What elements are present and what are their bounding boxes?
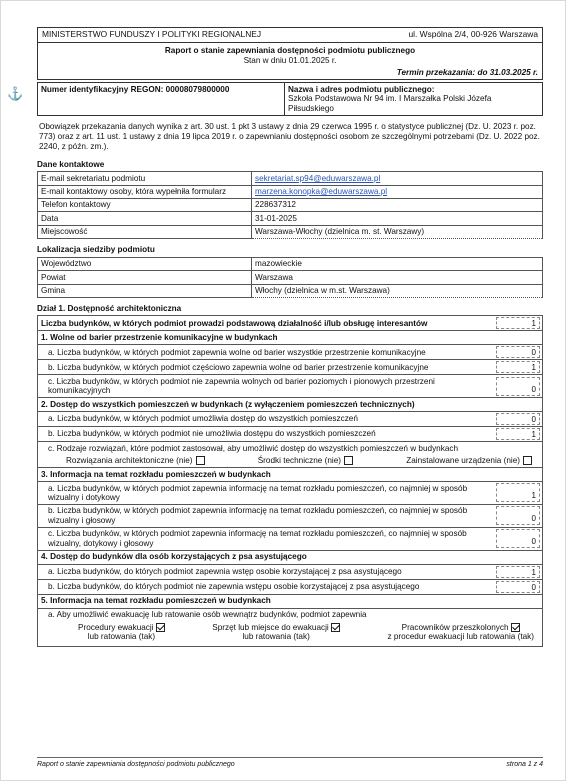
answer-field[interactable]: 1 (496, 317, 540, 329)
checkbox-option[interactable] (258, 456, 353, 465)
location-label: Gmina (38, 284, 252, 297)
question-group-title (37, 551, 543, 565)
report-header (37, 27, 543, 80)
question-text: c. Liczba budynków, w których podmiot nie zapewnia wolnych od barier poziomych i pionowych przestrzeni komunikacyjnych (48, 376, 435, 396)
email-link[interactable]: sekretariat.sp94@eduwarszawa.pl (255, 173, 381, 183)
question-main (37, 315, 543, 331)
question-text: Liczba budynków, w których podmiot prowadzi podstawową działalność i/lub obsługę interesantów (41, 318, 428, 328)
option-line1: Pracowników przeszkolonych (401, 623, 509, 632)
state-date: Stan w dniu 01.01.2025 r. (243, 56, 337, 66)
option-line2: lub ratowania (tak) (87, 632, 156, 642)
checkbox-checked-icon[interactable] (331, 623, 340, 632)
contact-label: Telefon kontaktowy (38, 198, 252, 211)
group-title: 4. Dostęp do budynków dla osób korzystających z psa asystującego (41, 552, 307, 562)
checkbox-checked-icon[interactable] (511, 623, 520, 632)
question-text: b. Liczba budynków, w których podmiot nie umożliwia dostępu do wszystkich pomieszczeń (48, 429, 376, 439)
entity-name-label: Nazwa i adres podmiotu publicznego: (288, 84, 435, 94)
contact-value: Warszawa-Włochy (dzielnica m. st. Warszawy) (252, 225, 543, 238)
question-text: b. Liczba budynków, w których podmiot częściowo zapewnia wolne od barier przestrzenie komunikacyjne (48, 362, 429, 372)
checkbox-unchecked-icon[interactable] (523, 456, 532, 465)
group-title: 3. Informacja na temat rozkładu pomieszczeń w budynkach (41, 469, 271, 479)
checkbox-label: Rozwiązania architektoniczne (nie) (66, 455, 193, 465)
table-row (38, 172, 543, 185)
checkbox-option[interactable] (212, 623, 340, 642)
checkbox-option[interactable] (66, 456, 205, 465)
table-row (38, 257, 543, 270)
checkbox-option[interactable] (387, 623, 534, 642)
question-text: a. Liczba budynków, do których podmiot zapewnia wstęp osobie korzystającej z psa asystującego (48, 566, 402, 576)
location-value: mazowieckie (252, 257, 543, 270)
question-row (37, 427, 543, 442)
question-row (37, 375, 543, 398)
email-link[interactable]: marzena.konopka@eduwarszawa.pl (255, 187, 388, 197)
question-group-title (37, 398, 543, 412)
question-text: c. Liczba budynków, w których podmiot zapewnia informację na temat rozkładu pomieszczeń, co najmniej w sposób wizualny, dotykowy i głosowy (48, 529, 467, 548)
footer-title: Raport o stanie zapewniania dostępności podmiotu publicznego (37, 761, 235, 768)
table-row (38, 271, 543, 284)
checkbox-unchecked-icon[interactable] (344, 456, 353, 465)
question-row (37, 505, 543, 528)
legal-basis-text: Obowiązek przekazania danych wynika z art. 30 ust. 1 pkt 3 ustawy z dnia 29 czerwca 1995 r. o statystyce publicznej (Dz. U. 2023 r. poz. 773) oraz z art. 11 ust. 1 ustawy z dnia 19 lipca 2019 r. o zapewnianiu dostępności osobom ze szczególnymi potrzebami (Dz. U. 2022 poz. 2240, z późn. zm.). (39, 122, 540, 151)
question-row (37, 565, 543, 580)
table-row (38, 225, 543, 238)
page-footer (37, 757, 543, 769)
anchor-icon: ⚓ (7, 86, 24, 101)
answer-field[interactable]: 0 (496, 346, 540, 358)
checkbox-label: Środki techniczne (nie) (257, 455, 341, 465)
option-line1: Procedury ewakuacji (78, 623, 154, 632)
question-row (37, 360, 543, 375)
contact-table (37, 171, 543, 239)
question-group-title (37, 331, 543, 345)
contact-label: Miejscowość (38, 225, 252, 238)
answer-field[interactable]: 0 (496, 413, 540, 425)
checkbox-option[interactable] (78, 623, 165, 642)
table-row (38, 284, 543, 297)
deadline: Termin przekazania: do 31.03.2025 r. (396, 67, 538, 77)
checkbox-row (38, 455, 542, 467)
question-group-title (37, 595, 543, 609)
answer-field[interactable]: 1 (496, 361, 540, 373)
regon-label: Numer identyfikacyjny REGON: 00008079800000 (38, 83, 285, 115)
question-row (37, 482, 543, 505)
contact-value (252, 185, 543, 198)
report-title: Raport o stanie zapewniania dostępności podmiotu publicznego (164, 45, 416, 55)
entity-name-value: Szkoła Podstawowa Nr 94 im. I Marszałka Polski Józefa Piłsudskiego (288, 94, 492, 113)
question-row (37, 609, 543, 647)
question-text: a. Liczba budynków, w których podmiot zapewnia wolne od barier wszystkie przestrzenie komunikacyjne (48, 347, 426, 357)
contact-section-title: Dane kontaktowe (37, 159, 105, 169)
contact-value (252, 172, 543, 185)
question-text: a. Liczba budynków, w których podmiot umożliwia dostęp do wszystkich pomieszczeń (48, 414, 358, 424)
answer-field[interactable]: 1 (496, 483, 540, 502)
question-row (37, 345, 543, 360)
location-label: Województwo (38, 257, 252, 270)
question-row (37, 580, 543, 595)
question-text: a. Aby umożliwić ewakuację lub ratowanie osób wewnątrz budynków, podmiot zapewnia (48, 610, 367, 620)
question-text: c. Rodzaje rozwiązań, które podmiot zastosował, aby umożliwić dostęp do wszystkich pomieszczeń w budynkach (48, 443, 459, 453)
page-number: strona 1 z 4 (506, 761, 543, 768)
answer-field[interactable]: 0 (496, 581, 540, 593)
option-line1: Sprzęt lub miejsce do ewakuacji (212, 623, 329, 632)
table-row (38, 185, 543, 198)
answer-field[interactable]: 0 (496, 377, 540, 396)
contact-label: E-mail sekretariatu podmiotu (38, 172, 252, 185)
answer-field[interactable]: 0 (496, 506, 540, 525)
contact-label: E-mail kontaktowy osoby, która wypełniła formularz (38, 185, 252, 198)
location-table (37, 257, 543, 298)
ministry-name: MINISTERSTWO FUNDUSZY I POLITYKI REGIONALNEJ (42, 29, 262, 39)
location-value: Włochy (dzielnica w m.st. Warszawa) (252, 284, 543, 297)
location-label: Powiat (38, 271, 252, 284)
contact-value: 31-01-2025 (252, 212, 543, 225)
checkbox-option[interactable] (406, 456, 532, 465)
answer-field[interactable]: 1 (496, 566, 540, 578)
entity-name-cell (285, 83, 542, 115)
group-title: 2. Dostęp do wszystkich pomieszczeń w budynkach (z wyłączeniem pomieszczeń technicznych) (41, 399, 415, 409)
location-value: Warszawa (252, 271, 543, 284)
section1-title: Dział 1. Dostępność architektoniczna (37, 303, 182, 313)
question-group-title (37, 468, 543, 482)
evacuation-options (38, 621, 542, 646)
option-line2: lub ratowania (tak) (242, 632, 310, 642)
table-row (38, 212, 543, 225)
option-line2: z procedur ewakuacji lub ratowania (tak) (387, 632, 534, 642)
ministry-address: ul. Wspólna 2/4, 00-926 Warszawa (408, 29, 538, 39)
checkbox-checked-icon[interactable] (156, 623, 165, 632)
checkbox-unchecked-icon[interactable] (196, 456, 205, 465)
location-section-title: Lokalizacja siedziby podmiotu (37, 245, 155, 255)
contact-label: Data (38, 212, 252, 225)
question-text: a. Liczba budynków, w których podmiot zapewnia informację na temat rozkładu pomieszczeń, co najmniej w sposób wizualny i dotykowy (48, 483, 468, 502)
header-top-row (38, 28, 542, 43)
question-text: b. Liczba budynków, w których podmiot zapewnia informację na temat rozkładu pomieszczeń, co najmniej w sposób wizualny i głosowy (48, 506, 468, 525)
section1-questions (37, 315, 543, 646)
checkbox-label: Zainstalowane urządzenia (nie) (406, 455, 520, 465)
question-text: b. Liczba budynków, do których podmiot nie zapewnia wstępu osobie korzystającej z psa asystującego (48, 581, 420, 591)
group-title: 1. Wolne od barier przestrzenie komunikacyjne w budynkach (41, 333, 278, 343)
entity-box (37, 82, 543, 116)
question-row (37, 412, 543, 427)
answer-field[interactable]: 0 (496, 529, 540, 548)
group-title: 5. Informacja na temat rozkładu pomieszczeń w budynkach (41, 596, 271, 606)
question-row (37, 528, 543, 551)
contact-value: 228637312 (252, 198, 543, 211)
answer-field[interactable]: 1 (496, 428, 540, 440)
report-frame (37, 27, 543, 647)
table-row (38, 198, 543, 211)
question-row (37, 442, 543, 468)
